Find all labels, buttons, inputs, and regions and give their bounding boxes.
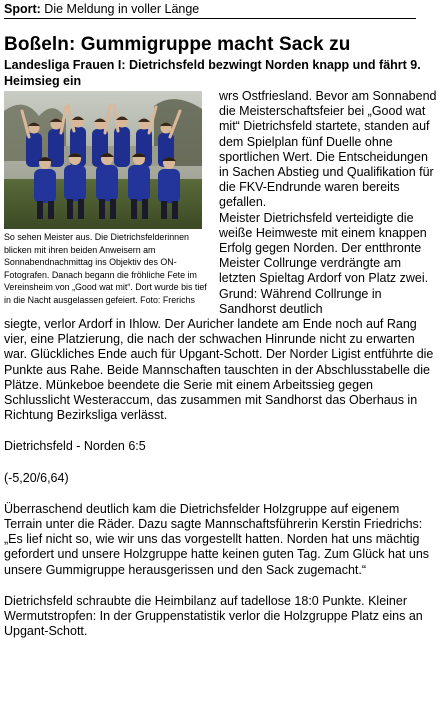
section-kicker (4, 0, 416, 19)
photo-caption: So sehen Meister aus. Die Dietrichsfelderinnen blicken mit ihren beiden Anweisern am Sonnabendnachmittag ins Objektiv des ON-Fotografen. Danach begann die fröhliche Fete im Vereinsheim von „Good wat mit“. Dort wurde bis tief in die Nacht ausgelassen gefeiert. Foto: Frerichs (4, 232, 207, 305)
team-photo (4, 91, 202, 229)
paragraph: Dietrichsfeld schraubte die Heimbilanz auf tadellose 18:0 Punkte. Kleiner Wermutstropfen: In der Gruppenstatistik verlor die Holzgruppe Platz eins an Upgant-Schott. (4, 593, 423, 639)
article-body (4, 89, 438, 640)
section-subtitle: Die Meldung in voller Länge (44, 2, 200, 16)
result-detail: (-5,20/6,64) (4, 470, 69, 485)
paragraph: wrs Ostfriesland. Bevor am Sonnabend die Meisterschaftsfeier bei „Good wat mit“ Dietrichsfeld startete, standen auf dem Spielplan fünf Duelle ohne sportlichen Wert. Die Entscheidungen in Sachen Abstieg und Qualifikation für die FKV-Endrunde waren bereits gefallen. (219, 89, 437, 210)
section-label: Sport: (4, 2, 41, 16)
photo-figure (4, 91, 209, 307)
subheadline: Landesliga Frauen I: Dietrichsfeld bezwingt Norden knapp und fährt 9. Heimsieg ein (4, 58, 421, 88)
paragraph: Meister Dietrichsfeld verteidigte die weiße Heimweste mit einem knappen Erfolg gegen Norden. Der entthronte Meister Collrunge verdrängte am letzten Spieltag Ardorf von Platz zwei. Grund: Während Collrunge in Sandhorst deutlich (219, 210, 429, 316)
article (4, 0, 438, 656)
paragraph: siegte, verlor Ardorf in Ihlow. Der Auricher landete am Ende noch auf Rang vier, eine Platzierung, die nach der schwachen Hinrunde nicht zu erwarten war. Glückliches Ende auch für Upgant-Schott. Der Norder Ligist entführte die Punkte aus Rahe. Beide Mannschaften tauschten in der Abschlusstabelle die Plätze. Münkeboe beendete die Serie mit einem Arbeitssieg gegen Schlusslicht Westeraccum, das zusammen mit Sandhorst das Oberhaus in Richtung Bezirksliga verlässt. (4, 317, 434, 423)
result-line: Dietrichsfeld - Norden 6:5 (4, 439, 146, 454)
main-column (4, 317, 438, 639)
paragraph: Überraschend deutlich kam die Dietrichsfelder Holzgruppe auf eigenem Terrain unter die Räder. Dazu sagte Mannschaftsführerin Kerstin Friedrichs: „Es lief nicht so, wie wir uns das vorgestellt hatten. Norden hat uns mächtig gefordert und unsere Holzgruppe hatte keinen guten Tag. Zum Glück hat uns unsere Gummigruppe herausgerissen und den Sack zugemacht.“ (4, 501, 430, 577)
headline: Boßeln: Gummigruppe macht Sack zu (4, 34, 351, 55)
